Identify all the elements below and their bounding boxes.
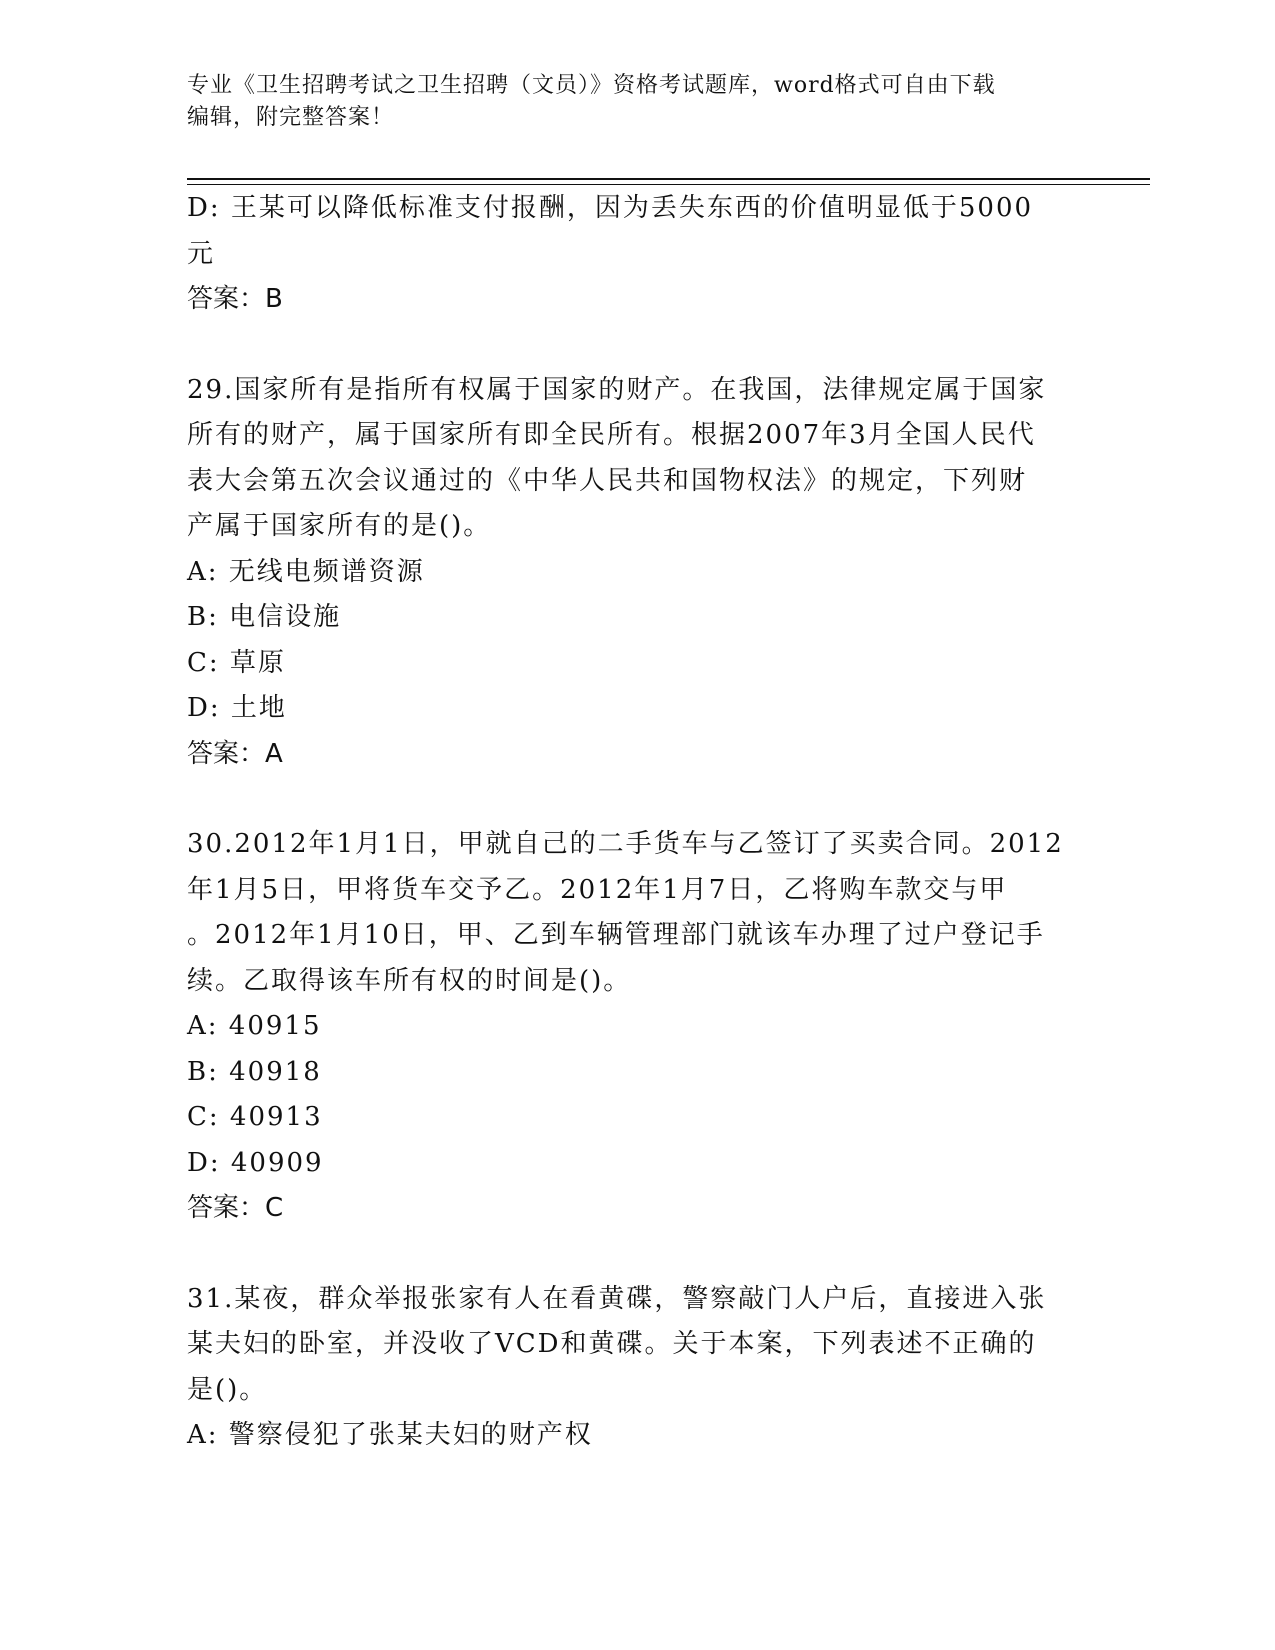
header-divider-thin bbox=[187, 184, 1150, 185]
answer-line: 答案：B bbox=[187, 284, 283, 314]
option-d: D: 土地 bbox=[187, 693, 287, 723]
option-b: B: 电信设施 bbox=[187, 602, 342, 632]
option-c: C: 草原 bbox=[187, 647, 286, 678]
question-30 bbox=[187, 822, 1087, 1232]
stem-line: 产属于国家所有的是()。 bbox=[187, 511, 492, 541]
stem-line: 续。乙取得该车所有权的时间是()。 bbox=[187, 965, 632, 996]
option-a: A: 警察侵犯了张某夫妇的财产权 bbox=[187, 1420, 593, 1450]
stem-line: 31.某夜，群众举报张家有人在看黄碟，警察敲门人户后，直接进入张 bbox=[187, 1283, 1047, 1314]
header-line-2: 编辑，附完整答案！ bbox=[187, 105, 395, 130]
document-body bbox=[187, 186, 1087, 1504]
question-31 bbox=[187, 1277, 1087, 1459]
stem-line: 表大会第五次会议通过的《中华人民共和国物权法》的规定，下列财 bbox=[187, 465, 1028, 496]
page-header bbox=[187, 70, 1087, 134]
option-d-continued: 元 bbox=[187, 238, 216, 269]
option-d: D: 王某可以降低标准支付报酬，因为丢失东西的价值明显低于5000 bbox=[187, 193, 1034, 223]
question-stem bbox=[187, 1277, 1087, 1414]
stem-line: 29.国家所有是指所有权属于国家的财产。在我国，法律规定属于国家 bbox=[187, 374, 1047, 405]
option-d: D: 40909 bbox=[187, 1147, 324, 1178]
question-stem bbox=[187, 822, 1087, 1004]
header-divider-thick bbox=[187, 178, 1150, 180]
header-line-1: 专业《卫生招聘考试之卫生招聘（文员）》资格考试题库，word格式可自由下载 bbox=[187, 73, 996, 98]
answer-line: 答案：C bbox=[187, 1193, 284, 1223]
question-28-fragment bbox=[187, 186, 1087, 323]
option-a: A: 40915 bbox=[187, 1011, 322, 1041]
stem-line: 是()。 bbox=[187, 1374, 268, 1405]
answer-line: 答案：A bbox=[187, 738, 283, 769]
question-stem bbox=[187, 368, 1087, 550]
question-29 bbox=[187, 368, 1087, 778]
option-c: C: 40913 bbox=[187, 1102, 323, 1132]
stem-line: 所有的财产，属于国家所有即全民所有。根据2007年3月全国人民代 bbox=[187, 420, 1036, 450]
stem-line: 30.2012年1月1日，甲就自己的二手货车与乙签订了买卖合同。2012 bbox=[187, 829, 1064, 859]
stem-line: 某夫妇的卧室，并没收了VCD和黄碟。关于本案，下列表述不正确的 bbox=[187, 1329, 1037, 1359]
option-b: B: 40918 bbox=[187, 1056, 322, 1087]
option-a: A: 无线电频谱资源 bbox=[187, 556, 425, 587]
stem-line: 年1月5日，甲将货车交予乙。2012年1月7日，乙将购车款交与甲 bbox=[187, 874, 1008, 905]
stem-line: 。2012年1月10日，甲、乙到车辆管理部门就该车办理了过户登记手 bbox=[187, 920, 1045, 950]
